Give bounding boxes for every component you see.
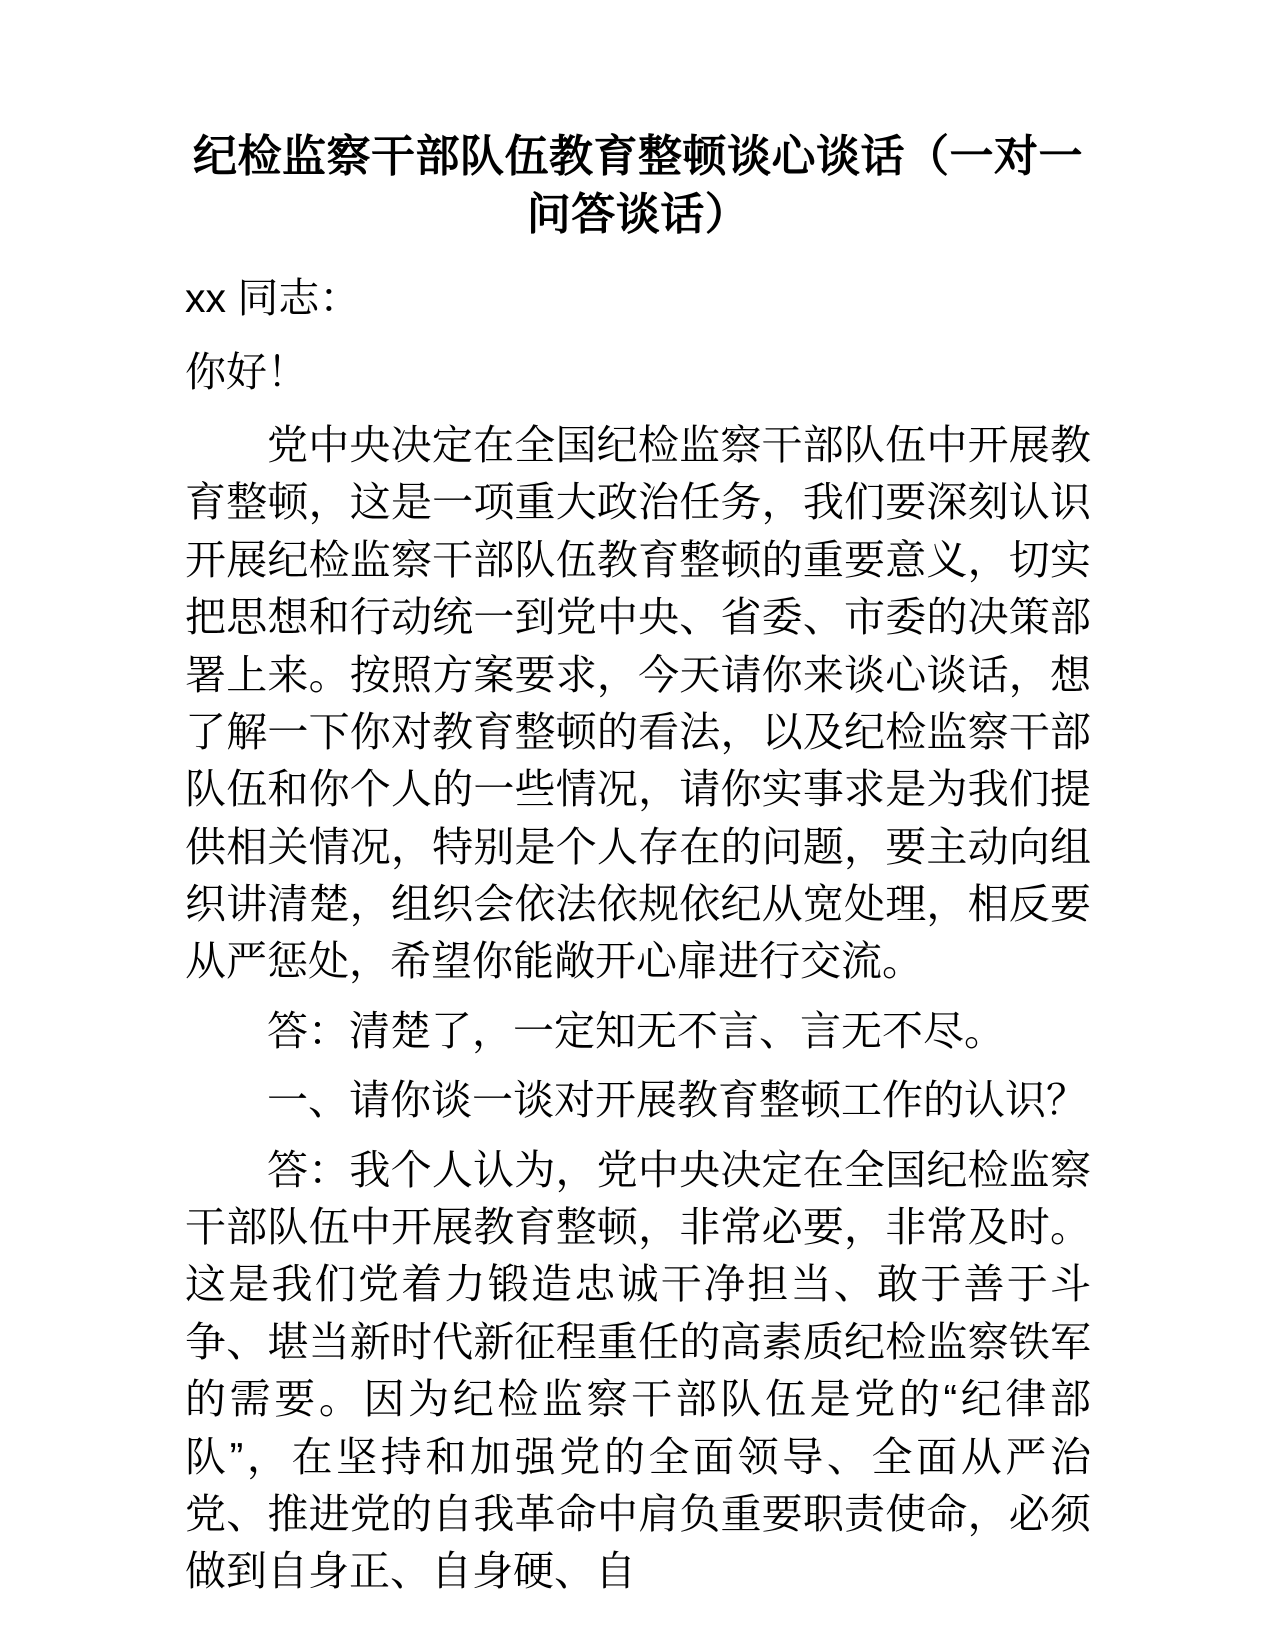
document-title: 纪检监察干部队伍教育整顿谈心谈话（一对一问答谈话） xyxy=(193,132,1083,240)
salutation-line: xx 同志： xyxy=(185,275,361,322)
answer-one: 答：我个人认为，党中央决定在全国纪检监察干部队伍中开展教育整顿，非常必要，非常及时。这是我们党着力锻造忠诚干净担当、敢于善于斗争、堪当新时代新征程重任的高素质纪检监察铁军的需要。因为纪检监察干部队伍是党的“纪律部队”，在坚持和加强党的全面领导、全面从严治党、推进党的自我革命中肩负重要职责使命，必须做到自身正、自身硬、自 xyxy=(185,1146,1091,1595)
answer-intro: 答：清楚了，一定知无不言、言无不尽。 xyxy=(267,1007,1005,1054)
document-body xyxy=(185,128,1091,1601)
question-one: 一、请你谈一谈对开展教育整顿工作的认识？ xyxy=(267,1077,1087,1124)
opening-paragraph: 党中央决定在全国纪检监察干部队伍中开展教育整顿，这是一项重大政治任务，我们要深刻认识开展纪检监察干部队伍教育整顿的重要意义，切实把思想和行动统一到党中央、省委、市委的决策部署上来。按照方案要求，今天请你来谈心谈话，想了解一下你对教育整顿的看法，以及纪检监察干部队伍和你个人的一些情况，请你实事求是为我们提供相关情况，特别是个人存在的问题，要主动向组织讲清楚，组织会依法依规依纪从宽处理，相反要从严惩处，希望你能敞开心扉进行交流。 xyxy=(185,421,1091,985)
greeting-line: 你好！ xyxy=(185,348,308,395)
